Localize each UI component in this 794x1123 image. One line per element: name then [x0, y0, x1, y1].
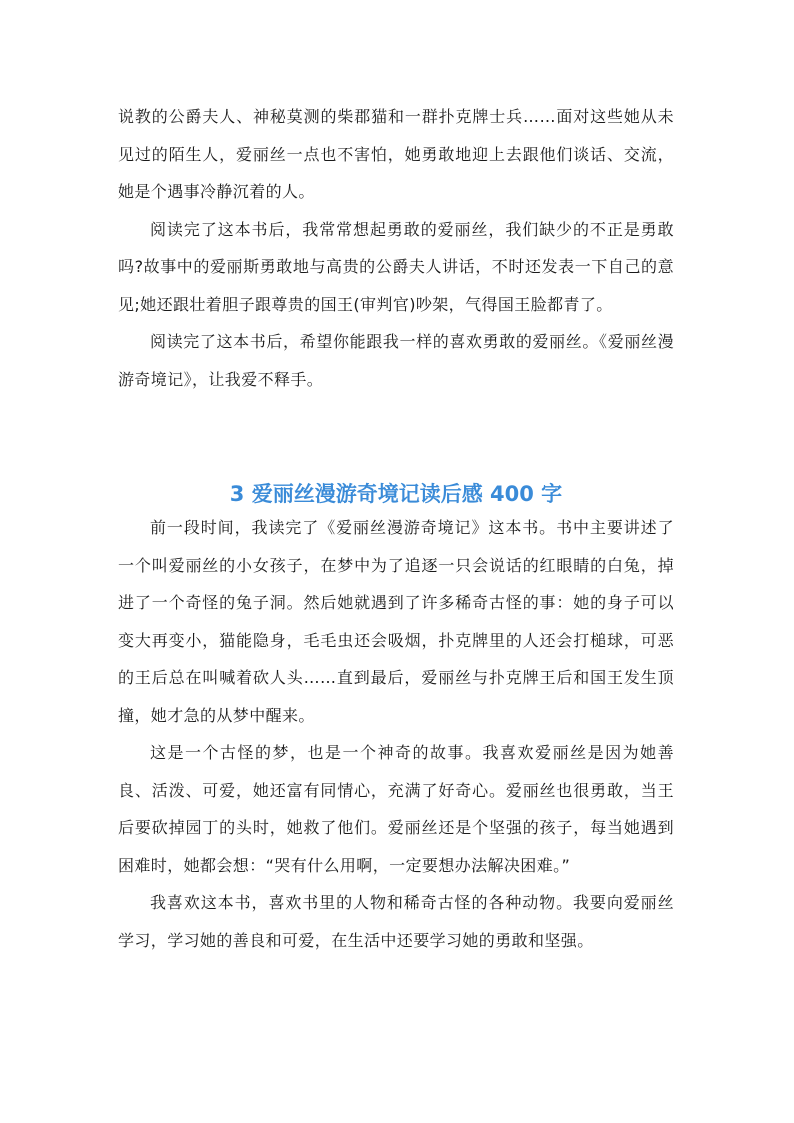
essay-section-3 [118, 509, 674, 959]
section-heading: 3 爱丽丝漫游奇境记读后感 400 字 [229, 482, 563, 506]
paragraph-1: 说教的公爵夫人、神秘莫测的柴郡猫和一群扑克牌士兵……面对这些她从未见过的陌生人，爱丽丝一点也不害怕，她勇敢地迎上去跟他们谈话、交流，她是个遇事冷静沉着的人。 [118, 107, 674, 201]
section-paragraph-2: 这是一个古怪的梦，也是一个神奇的故事。我喜欢爱丽丝是因为她善良、活泼、可爱，她还富有同情心，充满了好奇心。爱丽丝也很勇敢，当王后要砍掉园丁的头时，她救了他们。爱丽丝还是个坚强的孩子，每当她遇到困难时，她都会想：“哭有什么用啊，一定要想办法解决困难。” [118, 743, 674, 875]
section-paragraph-1: 前一段时间，我读完了《爱丽丝漫游奇境记》这本书。书中主要讲述了一个叫爱丽丝的小女孩子，在梦中为了追逐一只会说话的红眼睛的白兔，掉进了一个奇怪的兔子洞。然后她就遇到了许多稀奇古怪的事：她的身子可以变大再变小，猫能隐身，毛毛虫还会吸烟，扑克牌里的人还会打槌球，可恶的王后总在叫喊着砍人头……直到最后，爱丽丝与扑克牌王后和国王发生顶撞，她才急的从梦中醒来。 [118, 518, 674, 725]
paragraph-3: 阅读完了这本书后，希望你能跟我一样的喜欢勇敢的爱丽丝。《爱丽丝漫游奇境记》，让我爱不释手。 [118, 332, 674, 389]
essay-continuation [118, 98, 674, 398]
paragraph-2: 阅读完了这本书后，我常常想起勇敢的爱丽丝，我们缺少的不正是勇敢吗?故事中的爱丽斯勇敢地与高贵的公爵夫人讲话，不时还发表一下自己的意见;她还跟壮着胆子跟尊贵的国王(审判官)吵架，气得国王脸都青了。 [118, 219, 674, 314]
section-paragraph-3: 我喜欢这本书，喜欢书里的人物和稀奇古怪的各种动物。我要向爱丽丝学习，学习她的善良和可爱，在生活中还要学习她的勇敢和坚强。 [118, 893, 674, 950]
